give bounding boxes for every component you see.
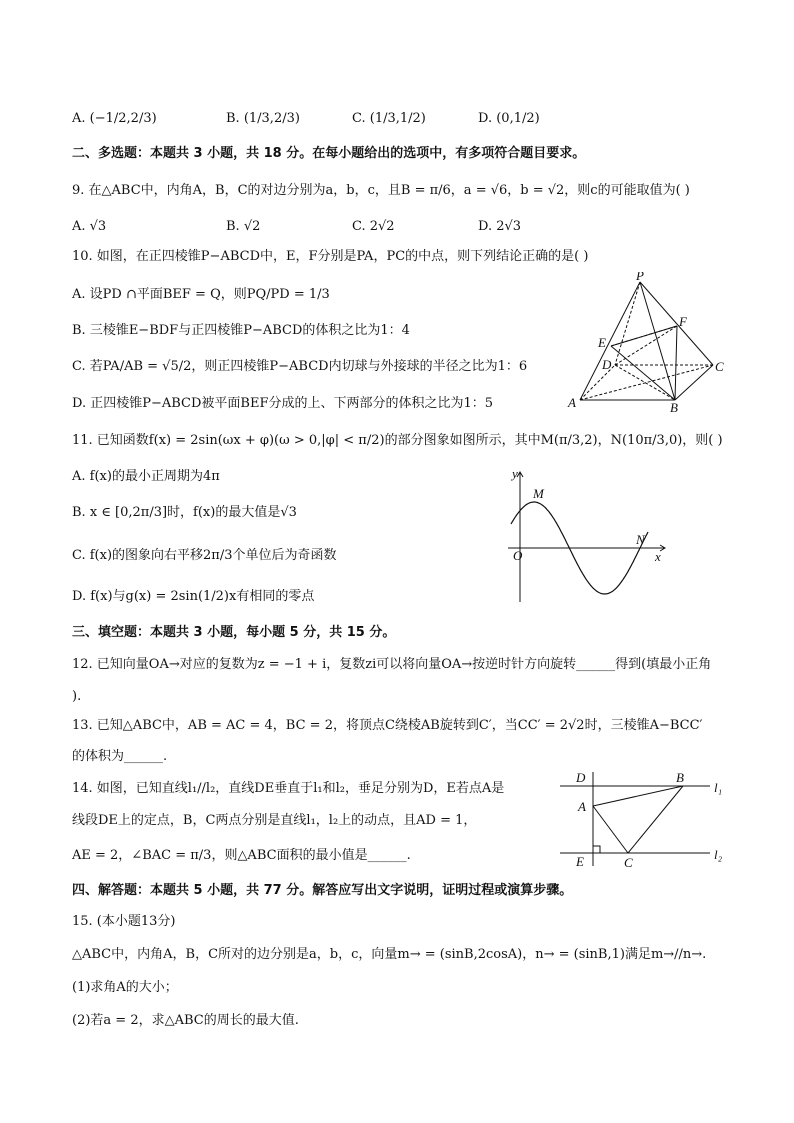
q8-option-d: D. (0,1/2) [478,111,540,126]
q9-option-d: D. 2√3 [478,219,522,234]
q10-pyramid-figure [560,272,730,417]
q11-stem: 11. 已知函数f(x) = 2sin(ωx + φ)(ω > 0,|φ| < π/2)的部分图象如图所示，其中M(π/3,2)，N(10π/3,0)，则( ) [72,433,723,448]
q14-line1: 14. 如图，已知直线l₁//l₂，直线DE垂直于l₁和l₂，垂足分别为D，E若点A是 [72,781,505,796]
q8-option-c: C. (1/3,1/2) [352,111,426,126]
q10-label-e: E [598,335,606,350]
q14-label-l1: l₁ [714,780,723,795]
q11-option-a: A. f(x)的最小正周期为4π [72,469,220,484]
q15-part1: (1)求角A的大小； [72,980,178,995]
q14-label-a: A [578,799,586,814]
q15-part2: (2)若a = 2，求△ABC的周长的最大值. [72,1013,299,1028]
section-heading-fill-in: 三、填空题：本题共 3 小题，每小题 5 分，共 15 分。 [72,625,396,640]
q11-label-x: x [655,549,661,564]
q12-line2: ). [72,689,82,704]
q11-sine-graph [500,462,680,604]
q14-parallel-lines-figure [560,766,735,872]
section-heading-multiple-choice: 二、多选题：本题共 3 小题，共 18 分。在每小题给出的选项中，有多项符合题目要求。 [72,146,586,161]
q10-label-f: F [679,314,687,329]
q14-label-l2: l₂ [714,847,723,862]
q14-label-c: C [624,855,633,870]
q11-label-n: N [636,532,645,547]
q10-option-d: D. 正四棱锥P−ABCD被平面BEF分成的上、下两部分的体积之比为1：5 [72,396,494,411]
q10-option-c: C. 若PA/AB = √5/2，则正四棱锥P−ABCD内切球与外接球的半径之比为1：6 [72,359,528,374]
q11-option-b: B. x ∈ [0,2π/3]时，f(x)的最大值是√3 [72,505,297,520]
q13-line2: 的体积为______. [72,749,168,764]
q14-label-e: E [576,854,584,869]
q15-stem: △ABC中，内角A，B，C所对的边分别是a，b，c，向量m→ = (sinB,2cosA)，n→ = (sinB,1)满足m→//n→. [72,947,707,962]
q8-option-b: B. (1/3,2/3) [226,111,300,126]
q9-option-c: C. 2√2 [352,219,395,234]
q11-option-d: D. f(x)与g(x) = 2sin(1/2)x有相同的零点 [72,589,315,604]
q14-label-d: D [576,770,586,785]
q14-label-b: B [676,770,684,785]
q10-label-p: P [636,272,644,283]
q11-option-c: C. f(x)的图象向右平移2π/3个单位后为奇函数 [72,548,337,563]
q8-option-a: A. (−1/2,2/3) [72,111,157,126]
q9-option-b: B. √2 [226,219,261,234]
q14-line3: AE = 2，∠BAC = π/3，则△ABC面积的最小值是______. [72,848,411,863]
q10-label-a: A [568,395,576,410]
q10-label-d: D [602,357,612,372]
q11-label-o: O [513,548,523,563]
q9-option-a: A. √3 [72,219,107,234]
q12-line1: 12. 已知向量OA→对应的复数为z = −1 + i，复数zi可以将向量OA→按逆时针方向旋转______得到(填最小正角 [72,657,712,672]
q10-label-b: B [670,400,678,415]
q11-label-y: y [512,466,518,481]
q9-stem: 9. 在△ABC中，内角A，B，C的对边分别为a，b，c，且B = π/6，a = √6，b = √2，则c的可能取值为( ) [72,183,690,198]
q14-line2: 线段DE上的定点，B，C两点分别是直线l₁，l₂上的动点，且AD = 1， [72,813,477,828]
q13-line1: 13. 已知△ABC中，AB = AC = 4，BC = 2，将顶点C绕棱AB旋转到C′，当CC′ = 2√2时，三棱锥A−BCC′ [72,718,703,733]
q10-option-b: B. 三棱锥E−BDF与正四棱锥P−ABCD的体积之比为1：4 [72,323,410,338]
q10-option-a: A. 设PD ∩平面BEF = Q，则PQ/PD = 1/3 [72,287,330,302]
q10-label-c: C [715,359,724,374]
q10-stem: 10. 如图，在正四棱锥P−ABCD中，E，F分别是PA，PC的中点，则下列结论正确的是( ) [72,249,589,264]
section-heading-solutions: 四、解答题：本题共 5 小题，共 77 分。解答应写出文字说明，证明过程或演算步骤。 [72,883,573,898]
q11-label-m: M [533,486,544,501]
q15-heading: 15. (本小题13分) [72,914,176,929]
